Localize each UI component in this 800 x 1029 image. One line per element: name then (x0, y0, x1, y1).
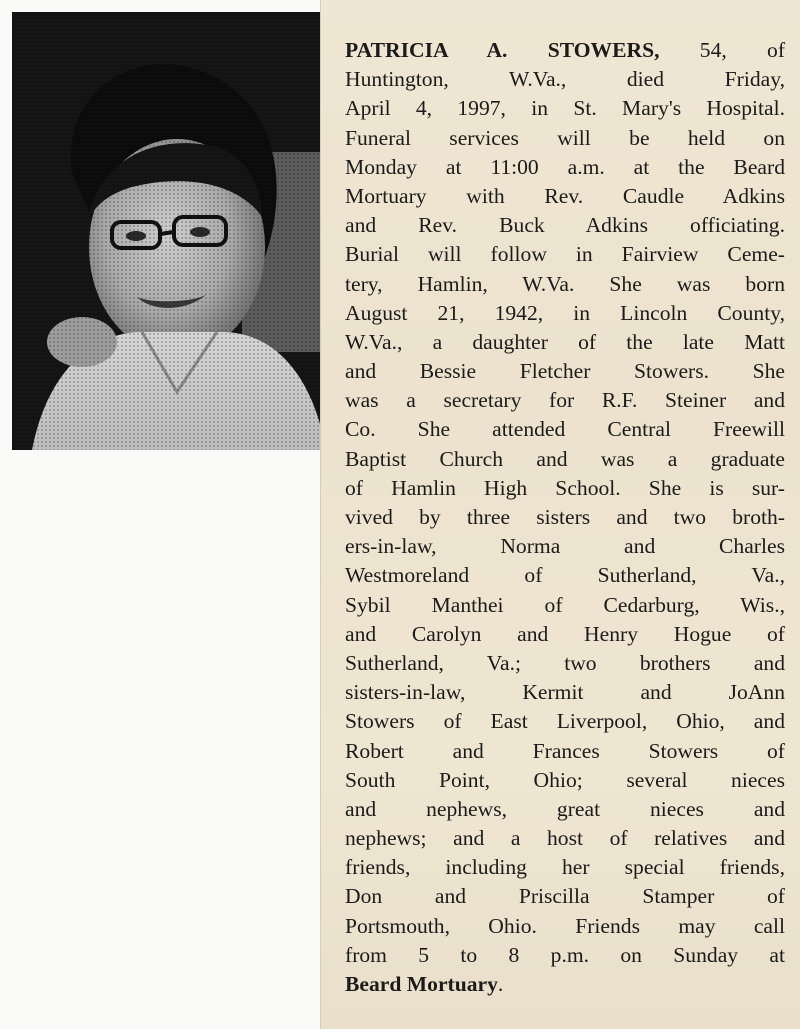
obituary-closing-line (345, 970, 785, 999)
obituary-line: Sutherland, Va.; two brothers and (345, 650, 785, 675)
closing-punctuation: . (497, 972, 504, 996)
obituary-line: and nephews, great nieces and (345, 796, 785, 821)
obituary-line: Portsmouth, Ohio. Friends may call (345, 913, 785, 938)
obituary-line: of Hamlin High School. She is sur- (345, 475, 785, 500)
obituary-line-text: 54, of (659, 38, 786, 62)
obituary-text (345, 36, 785, 999)
obituary-line: Sybil Manthei of Cedarburg, Wis., (345, 592, 785, 617)
obituary-line: Stowers of East Liverpool, Ohio, and (345, 709, 785, 734)
obituary-line: Huntington, W.Va., died Friday, (345, 67, 785, 92)
obituary-line: Baptist Church and was a graduate (345, 446, 785, 471)
obituary-line: Don and Priscilla Stamper of (345, 884, 785, 909)
obituary-line: Monday at 11:00 a.m. at the Beard (345, 154, 785, 179)
obituary-line: April 4, 1997, in St. Mary's Hospital. (345, 96, 785, 121)
obituary-line: and Bessie Fletcher Stowers. She (345, 359, 785, 384)
obituary-name: PATRICIA A. STOWERS, (345, 38, 660, 62)
obituary-line: friends, including her special friends, (345, 855, 785, 880)
obituary-line: Burial will follow in Fairview Ceme- (345, 242, 785, 267)
obituary-line: South Point, Ohio; several nieces (345, 767, 785, 792)
obituary-line: Funeral services will be held on (345, 125, 785, 150)
obituary-line: Robert and Frances Stowers of (345, 738, 785, 763)
obituary-line: Westmoreland of Sutherland, Va., (345, 563, 785, 588)
obituary-line: and Carolyn and Henry Hogue of (345, 621, 785, 646)
obituary-line: was a secretary for R.F. Steiner and (345, 388, 785, 413)
obituary-line: sisters-in-law, Kermit and JoAnn (345, 680, 785, 705)
obituary-line: and Rev. Buck Adkins officiating. (345, 213, 785, 238)
portrait-image (12, 12, 326, 450)
obituary-line: from 5 to 8 p.m. on Sunday at (345, 942, 785, 967)
obituary-line: Mortuary with Rev. Caudle Adkins (345, 183, 785, 208)
obituary-line: tery, Hamlin, W.Va. She was born (345, 271, 785, 296)
obituary-line: vived by three sisters and two broth- (345, 505, 785, 529)
obituary-line: nephews; and a host of relatives and (345, 826, 785, 851)
newspaper-clipping (320, 0, 800, 1029)
closing-venue: Beard Mortuary (345, 972, 498, 996)
obituary-line (345, 36, 785, 65)
obituary-line: ers-in-law, Norma and Charles (345, 534, 785, 559)
obituary-line: August 21, 1942, in Lincoln County, (345, 300, 785, 325)
portrait-photo (12, 12, 326, 450)
obituary-line: Co. She attended Central Freewill (345, 417, 785, 442)
obituary-line: W.Va., a daughter of the late Matt (345, 329, 785, 354)
